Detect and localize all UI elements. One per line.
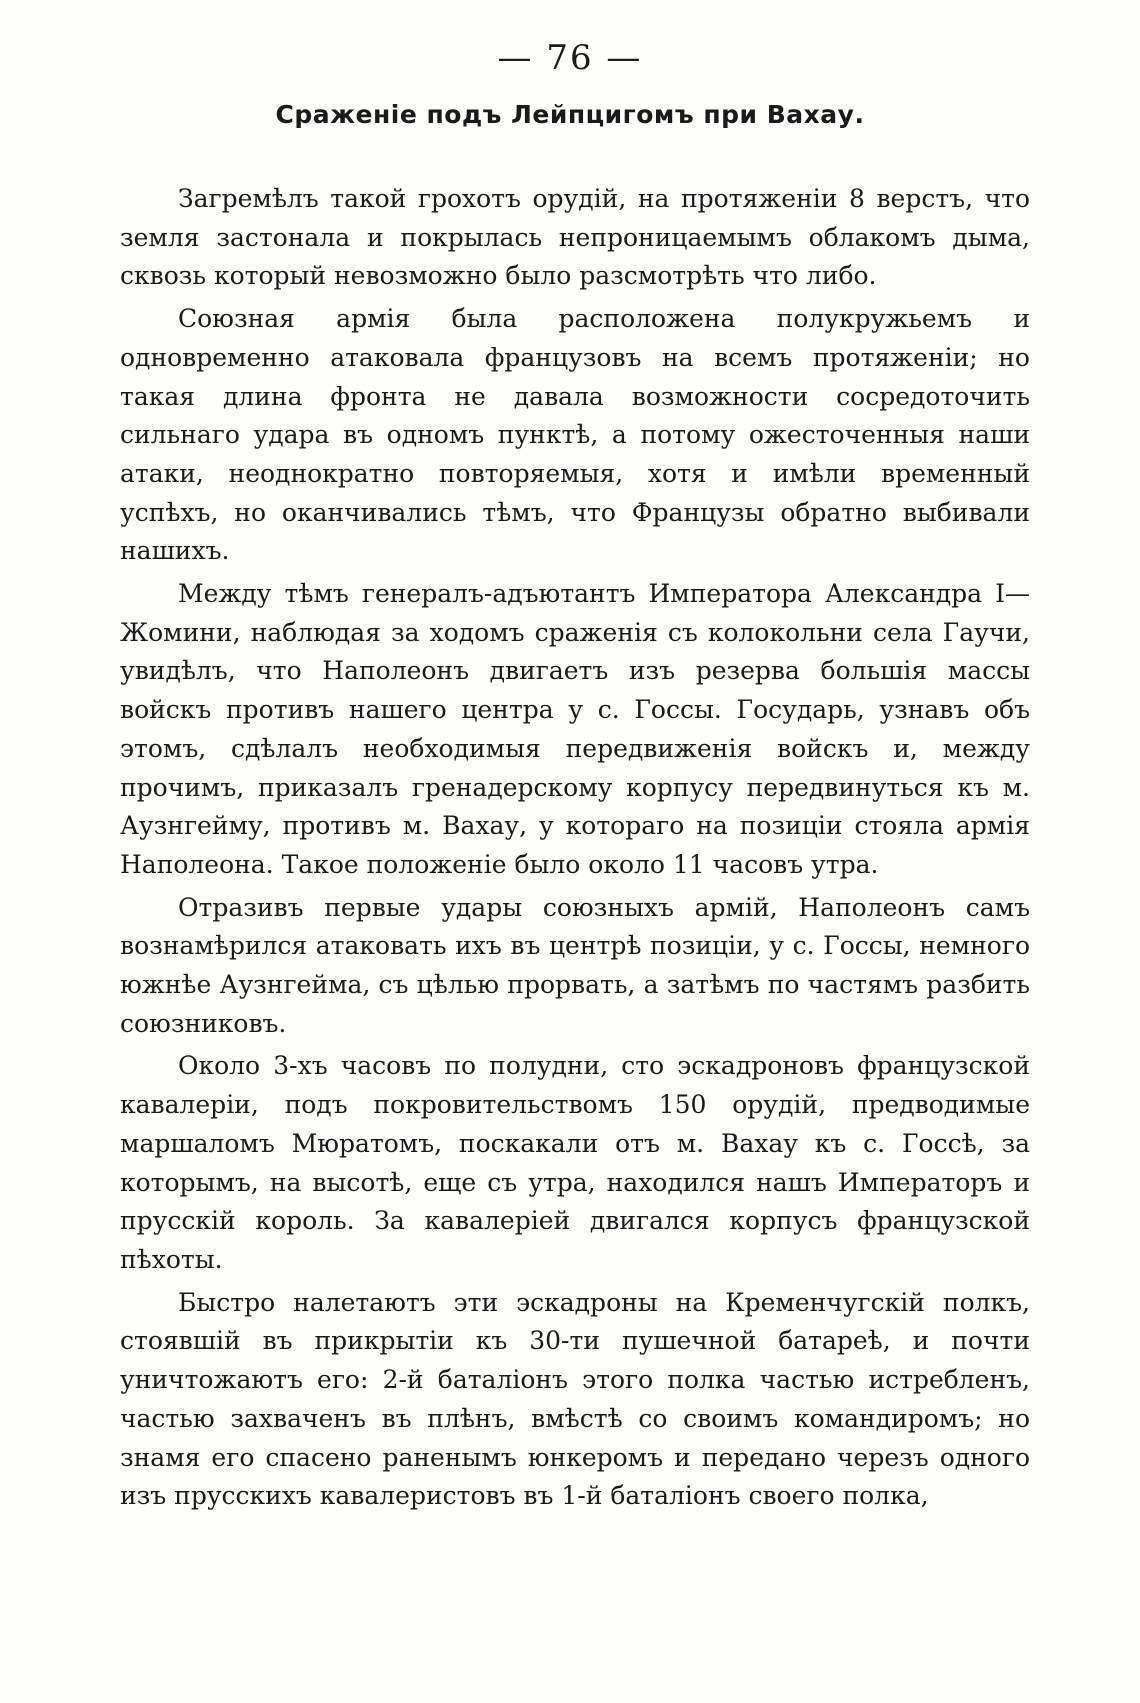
paragraph: Загремѣлъ такой грохотъ орудій, на протяженіи 8 верстъ, что земля застонала и покрылась непроницаемымъ облакомъ дыма, сквозь который невозможно было разсмотрѣть что либо. [120,184,1030,291]
paragraph: Отразивъ первые удары союзныхъ армій, Наполеонъ самъ вознамѣрился атаковать ихъ въ центрѣ позиціи, у с. Госсы, немного южнѣе Аузнгейма, съ цѣлью прорвать, а затѣмъ по частямъ разбить союзниковъ. [120,892,1030,1038]
paragraph: Около 3-хъ часовъ по полудни, сто эскадроновъ французской кавалеріи, подъ покровительствомъ 150 орудій, предводимые маршаломъ Мюратомъ, поскакали отъ м. Вахау къ с. Госсѣ, за которымъ, на высотѣ, еще съ утра, находился нашъ Императоръ и прусскій король. За кавалеріей двигался корпусъ французской пѣхоты. [120,1051,1030,1274]
paragraph: Между тѣмъ генералъ-адъютантъ Императора Александра I—Жомини, наблюдая за ходомъ сраженія съ колокольни села Гаучи, увидѣлъ, что Наполеонъ двигаетъ изъ резерва большія массы войскъ противъ нашего центра у с. Госсы. Государь, узнавъ объ этомъ, сдѣлалъ необходимыя передвиженія войскъ и, между прочимъ, приказалъ гренадерскому корпусу передвинуться къ м. Аузнгейму, противъ м. Вахау, у котораго на позиціи стояла армія Наполеона. Такое положеніе было около 11 часовъ утра. [120,579,1030,879]
paragraph: Быстро налетаютъ эти эскадроны на Кременчугскій полкъ, стоявшій въ прикрытіи къ 30-ти пушечной батареѣ, и почти уничтожаютъ его: 2-й баталіонъ этого полка частью истребленъ, частью захваченъ въ плѣнъ, вмѣстѣ со своимъ командиромъ; но знамя его спасено раненымъ юнкеромъ и передано черезъ одного изъ прусскихъ кавалеристовъ въ 1-й баталіонъ своего полка, [120,1287,1030,1511]
paragraph: Союзная армія была расположена полукружьемъ и одновременно атаковала французовъ на всемъ протяженіи; но такая длина фронта не давала возможности сосредоточить сильнаго удара въ одномъ пунктѣ, а потому ожесточенныя наши атаки, неоднократно повторяемыя, хотя и имѣли временный успѣхъ, но оканчивались тѣмъ, что Французы обратно выбивали нашихъ. [120,304,1030,566]
page-number: — 76 — [497,38,643,78]
section-heading: Сраженіе подъ Лейпцигомъ при Вахау. [275,100,865,129]
body-text [120,180,1030,1516]
